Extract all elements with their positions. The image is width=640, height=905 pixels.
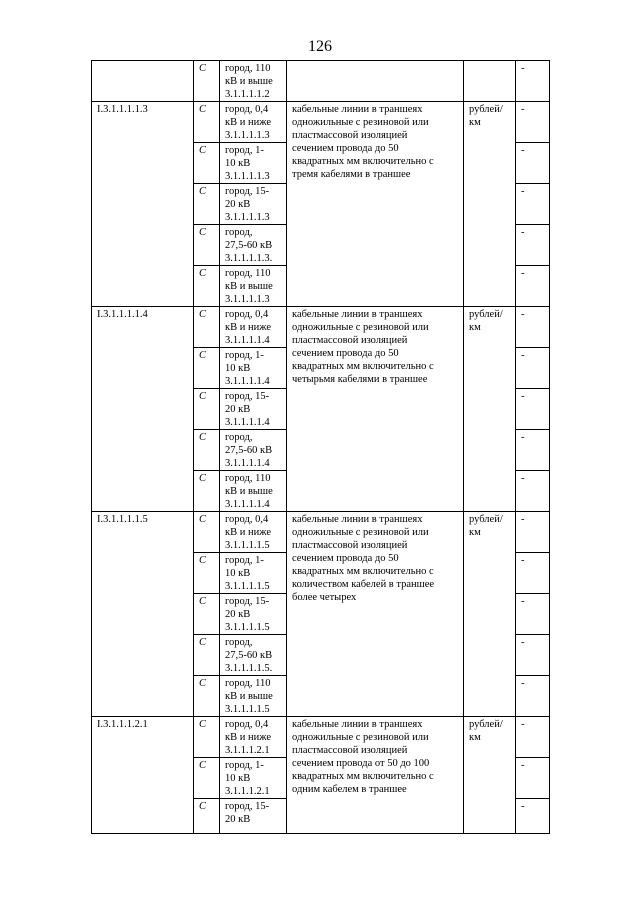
voltage-line: 10 кВ [225, 158, 251, 169]
description-line: одножильные с резиновой или [292, 732, 429, 743]
description-line: кабельные линии в траншеях [292, 309, 423, 320]
category-cell: С [194, 143, 220, 184]
voltage-line: город, 0,4 [225, 309, 269, 320]
voltage-line: город, 110 [225, 678, 271, 689]
description-line: количеством кабелей в траншее [292, 579, 435, 590]
voltage-cell [220, 307, 287, 348]
voltage-line: город, 15- [225, 801, 270, 812]
value-cell: - [516, 102, 550, 143]
category-cell: С [194, 676, 220, 717]
voltage-cell [220, 389, 287, 430]
voltage-line: кВ и ниже [225, 117, 271, 128]
voltage-line: 3.1.1.1.1.4 [225, 458, 270, 469]
value-cell: - [516, 307, 550, 348]
voltage-line: 27,5-60 кВ [225, 650, 273, 661]
voltage-line: кВ и выше [225, 691, 273, 702]
voltage-cell [220, 61, 287, 102]
value-cell: - [516, 266, 550, 307]
description-line: пластмассовой изоляцией [292, 130, 408, 141]
voltage-line: 10 кВ [225, 773, 251, 784]
voltage-line: 20 кВ [225, 609, 251, 620]
voltage-cell [220, 676, 287, 717]
voltage-line: 3.1.1.1.2.1 [225, 745, 270, 756]
voltage-cell [220, 758, 287, 799]
value-cell: - [516, 225, 550, 266]
value-cell: - [516, 799, 550, 834]
voltage-line: 3.1.1.1.1.5 [225, 581, 270, 592]
voltage-line: кВ и ниже [225, 732, 271, 743]
value-cell: - [516, 430, 550, 471]
voltage-cell [220, 799, 287, 834]
voltage-line: 27,5-60 кВ [225, 240, 273, 251]
voltage-line: 3.1.1.1.1.5 [225, 622, 270, 633]
voltage-line: 3.1.1.1.1.3. [225, 253, 273, 264]
code-cell: I.3.1.1.1.1.4 [92, 307, 194, 512]
voltage-cell [220, 143, 287, 184]
voltage-line: 3.1.1.1.1.4 [225, 417, 270, 428]
unit-line: км [469, 732, 481, 743]
description-line: квадратных мм включительно с [292, 771, 434, 782]
category-cell: С [194, 266, 220, 307]
voltage-line: город, [225, 227, 253, 238]
voltage-line: город, [225, 432, 253, 443]
voltage-line: город, 1- [225, 350, 264, 361]
code-cell: I.3.1.1.1.2.1 [92, 717, 194, 834]
description-line: пластмассовой изоляцией [292, 540, 408, 551]
voltage-line: город, 1- [225, 145, 264, 156]
category-cell: С [194, 758, 220, 799]
voltage-line: город, 15- [225, 596, 270, 607]
unit-line: км [469, 117, 481, 128]
description-line: кабельные линии в траншеях [292, 104, 423, 115]
description-line: одножильные с резиновой или [292, 117, 429, 128]
description-line: сечением провода до 50 [292, 553, 399, 564]
category-cell: С [194, 102, 220, 143]
category-cell: С [194, 594, 220, 635]
voltage-line: город, 0,4 [225, 719, 269, 730]
voltage-line: 20 кВ [225, 814, 251, 825]
voltage-line: 3.1.1.1.1.5 [225, 704, 270, 715]
voltage-line: 3.1.1.1.1.4 [225, 376, 270, 387]
voltage-line: 3.1.1.1.1.4 [225, 499, 270, 510]
table-row [92, 512, 550, 553]
voltage-cell [220, 512, 287, 553]
voltage-cell [220, 225, 287, 266]
voltage-line: 27,5-60 кВ [225, 445, 273, 456]
voltage-line: кВ и выше [225, 486, 273, 497]
description-line: квадратных мм включительно с [292, 156, 434, 167]
voltage-cell [220, 717, 287, 758]
value-cell: - [516, 389, 550, 430]
voltage-line: город, [225, 637, 253, 648]
voltage-line: 20 кВ [225, 404, 251, 415]
voltage-line: город, 110 [225, 63, 271, 74]
voltage-line: 3.1.1.1.1.5. [225, 663, 273, 674]
voltage-cell [220, 553, 287, 594]
description-line: одножильные с резиновой или [292, 527, 429, 538]
category-cell: С [194, 348, 220, 389]
unit-cell [464, 102, 516, 307]
voltage-line: город, 15- [225, 391, 270, 402]
description-line: сечением провода от 50 до 100 [292, 758, 430, 769]
description-cell [287, 717, 464, 834]
value-cell: - [516, 635, 550, 676]
unit-line: рублей/ [469, 309, 503, 320]
category-cell: С [194, 635, 220, 676]
category-cell: С [194, 553, 220, 594]
voltage-line: кВ и ниже [225, 322, 271, 333]
unit-line: км [469, 527, 481, 538]
voltage-line: город, 1- [225, 555, 264, 566]
category-cell: С [194, 717, 220, 758]
table-row [92, 61, 550, 102]
unit-cell [464, 307, 516, 512]
unit-cell [464, 61, 516, 102]
unit-line: рублей/ [469, 719, 503, 730]
value-cell: - [516, 184, 550, 225]
value-cell: - [516, 143, 550, 184]
voltage-line: 3.1.1.1.1.3 [225, 212, 270, 223]
voltage-line: 10 кВ [225, 568, 251, 579]
value-cell: - [516, 676, 550, 717]
voltage-line: 3.1.1.1.1.3 [225, 171, 270, 182]
voltage-line: 3.1.1.1.1.2 [225, 89, 270, 100]
code-cell [92, 61, 194, 102]
description-line: кабельные линии в траншеях [292, 514, 423, 525]
description-line: пластмассовой изоляцией [292, 335, 408, 346]
description-line: одножильные с резиновой или [292, 322, 429, 333]
category-cell: С [194, 61, 220, 102]
voltage-cell [220, 184, 287, 225]
voltage-line: кВ и выше [225, 281, 273, 292]
category-cell: С [194, 307, 220, 348]
voltage-cell [220, 471, 287, 512]
voltage-cell [220, 266, 287, 307]
code-cell: I.3.1.1.1.1.5 [92, 512, 194, 717]
category-cell: С [194, 471, 220, 512]
description-line: квадратных мм включительно с [292, 566, 434, 577]
voltage-cell [220, 102, 287, 143]
voltage-line: город, 0,4 [225, 514, 269, 525]
voltage-line: 3.1.1.1.1.3 [225, 294, 270, 305]
tariff-table [91, 60, 550, 834]
description-line: сечением провода до 50 [292, 348, 399, 359]
value-cell: - [516, 553, 550, 594]
voltage-line: город, 0,4 [225, 104, 269, 115]
description-cell [287, 61, 464, 102]
unit-line: рублей/ [469, 104, 503, 115]
value-cell: - [516, 348, 550, 389]
description-cell [287, 512, 464, 717]
voltage-line: 3.1.1.1.1.4 [225, 335, 270, 346]
description-line: более четырех [292, 592, 357, 603]
voltage-line: 3.1.1.1.1.5 [225, 540, 270, 551]
value-cell: - [516, 758, 550, 799]
category-cell: С [194, 799, 220, 834]
voltage-line: город, 15- [225, 186, 270, 197]
value-cell: - [516, 512, 550, 553]
voltage-cell [220, 594, 287, 635]
description-line: квадратных мм включительно с [292, 361, 434, 372]
category-cell: С [194, 512, 220, 553]
description-line: сечением провода до 50 [292, 143, 399, 154]
description-cell [287, 102, 464, 307]
unit-line: рублей/ [469, 514, 503, 525]
unit-cell [464, 717, 516, 834]
category-cell: С [194, 225, 220, 266]
voltage-line: 20 кВ [225, 199, 251, 210]
unit-cell [464, 512, 516, 717]
value-cell: - [516, 717, 550, 758]
voltage-line: город, 110 [225, 473, 271, 484]
value-cell: - [516, 61, 550, 102]
description-line: одним кабелем в траншее [292, 784, 407, 795]
code-cell: I.3.1.1.1.1.3 [92, 102, 194, 307]
value-cell: - [516, 471, 550, 512]
description-line: четырьмя кабелями в траншее [292, 374, 428, 385]
table-row [92, 717, 550, 758]
voltage-line: кВ и выше [225, 76, 273, 87]
category-cell: С [194, 389, 220, 430]
category-cell: С [194, 184, 220, 225]
table-row [92, 307, 550, 348]
unit-line: км [469, 322, 481, 333]
description-cell [287, 307, 464, 512]
description-line: пластмассовой изоляцией [292, 745, 408, 756]
voltage-cell [220, 348, 287, 389]
table-row [92, 102, 550, 143]
voltage-line: город, 1- [225, 760, 264, 771]
voltage-line: 10 кВ [225, 363, 251, 374]
description-line: кабельные линии в траншеях [292, 719, 423, 730]
voltage-line: 3.1.1.1.1.3 [225, 130, 270, 141]
voltage-line: кВ и ниже [225, 527, 271, 538]
value-cell: - [516, 594, 550, 635]
voltage-cell [220, 635, 287, 676]
description-line: тремя кабелями в траншее [292, 169, 411, 180]
voltage-line: город, 110 [225, 268, 271, 279]
voltage-cell [220, 430, 287, 471]
voltage-line: 3.1.1.1.2.1 [225, 786, 270, 797]
category-cell: С [194, 430, 220, 471]
page-number: 126 [308, 38, 332, 55]
